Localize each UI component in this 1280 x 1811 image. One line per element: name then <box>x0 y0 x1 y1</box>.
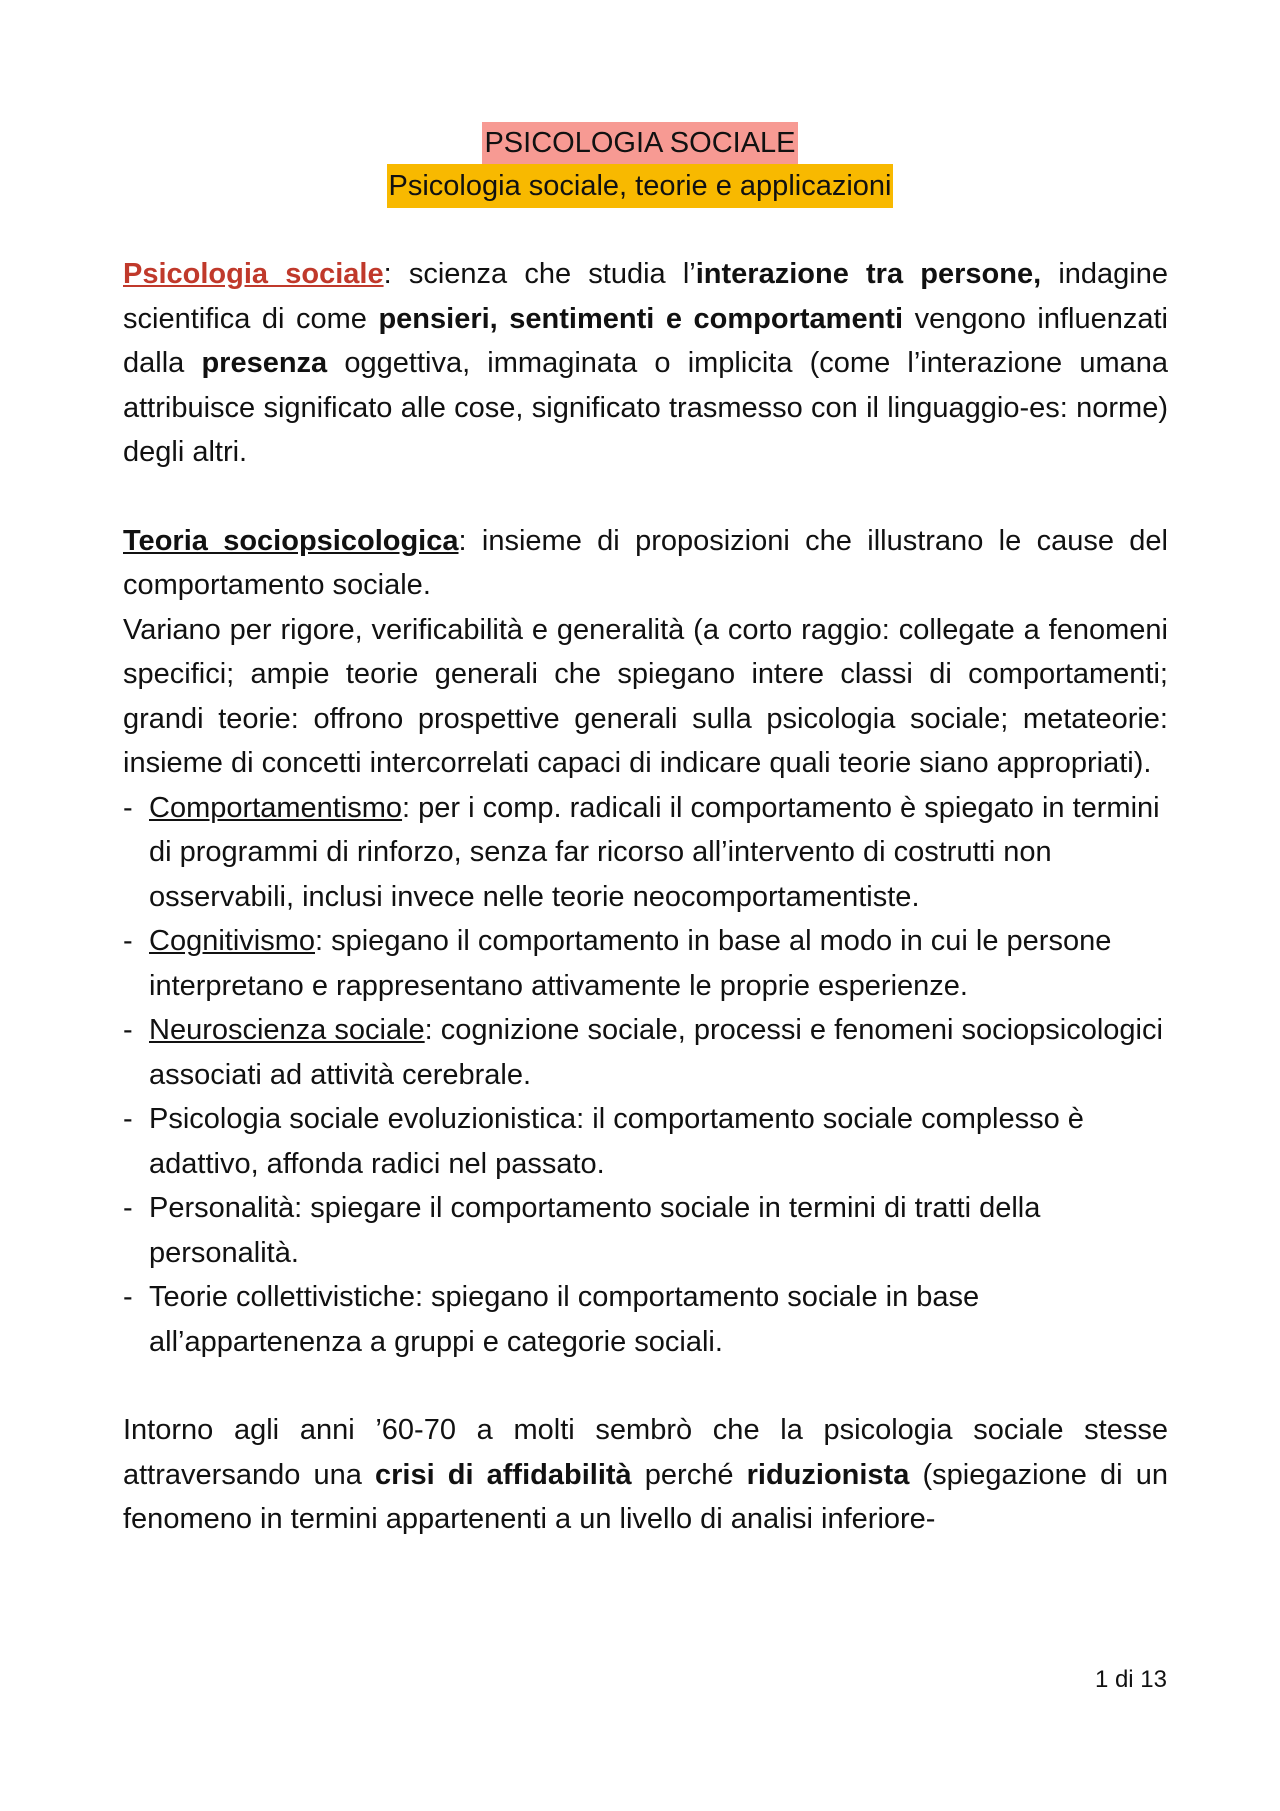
list-item: - Teorie collettivistiche: spiegano il comportamento sociale in base all’appartenenza a gruppi e categorie sociali. <box>123 1281 980 1358</box>
theory-name: Cognitivismo <box>149 925 315 957</box>
document-header <box>0 122 1280 208</box>
page-number: 1 di 13 <box>1094 1666 1167 1693</box>
list-item: - Personalità: spiegare il comportamento sociale in termini di tratti della personalità. <box>123 1192 1041 1269</box>
paragraph-psicologia-sociale: Psicologia sociale: scienza che studia l’interazione tra persone, indagine scientifica di come pensieri, sentimenti e comportamenti vengono influenzati dalla presenza oggettiva, immaginata o implicita (come l’interazione umana attribuisce significato alle cose, significato trasmesso con il linguaggio-es: norme) degli altri. <box>123 258 1168 468</box>
paragraph-crisi: Intorno agli anni ’60-70 a molti sembrò che la psicologia sociale stesse attraversando una crisi di affidabilità perché riduzionista (spiegazione di un fenomeno in termini appartenenti a un livello di analisi inferiore- <box>123 1414 1168 1535</box>
document-title: PSICOLOGIA SOCIALE <box>482 122 797 164</box>
list-item: - Cognitivismo: spiegano il comportamento in base al modo in cui le persone interpretano e rappresentano attivamente le proprie esperienze. <box>123 925 1112 1002</box>
theory-name: Neuroscienza sociale <box>149 1014 425 1046</box>
paragraph-teorie-varietà: Variano per rigore, verificabilità e generalità (a corto raggio: collegate a fenomeni specifici; ampie teorie generali che spiegano intere classi di comportamenti; grandi teorie: offrono prospettive generali sulla psicologia sociale; metateorie: insieme di concetti intercorrelati capaci di indicare quali teorie siano appropriati). <box>123 613 1168 779</box>
list-item: - Comportamentismo: per i comp. radicali il comportamento è spiegato in termini di programmi di rinforzo, senza far ricorso all’intervento di costrutti non osservabili, inclusi invece nelle teorie neocomportamentiste. <box>123 791 1160 913</box>
term-psicologia-sociale: Psicologia sociale <box>123 258 384 290</box>
term-teoria-sociopsicologica: Teoria sociopsicologica <box>123 524 459 557</box>
theory-name: Comportamentismo <box>149 791 403 824</box>
document-subtitle: Psicologia sociale, teorie e applicazioni <box>387 164 894 208</box>
theories-list <box>123 786 1168 1365</box>
list-item: - Neuroscienza sociale: cognizione sociale, processi e fenomeni sociopsicologici associati ad attività cerebrale. <box>123 1014 1163 1091</box>
paragraph-teoria-sociopsicologica: Teoria sociopsicologica: insieme di proposizioni che illustrano le cause del comportamento sociale. <box>123 524 1168 601</box>
list-item: - Psicologia sociale evoluzionistica: il comportamento sociale complesso è adattivo, affonda radici nel passato. <box>123 1103 1084 1180</box>
document-body <box>123 252 1168 1542</box>
